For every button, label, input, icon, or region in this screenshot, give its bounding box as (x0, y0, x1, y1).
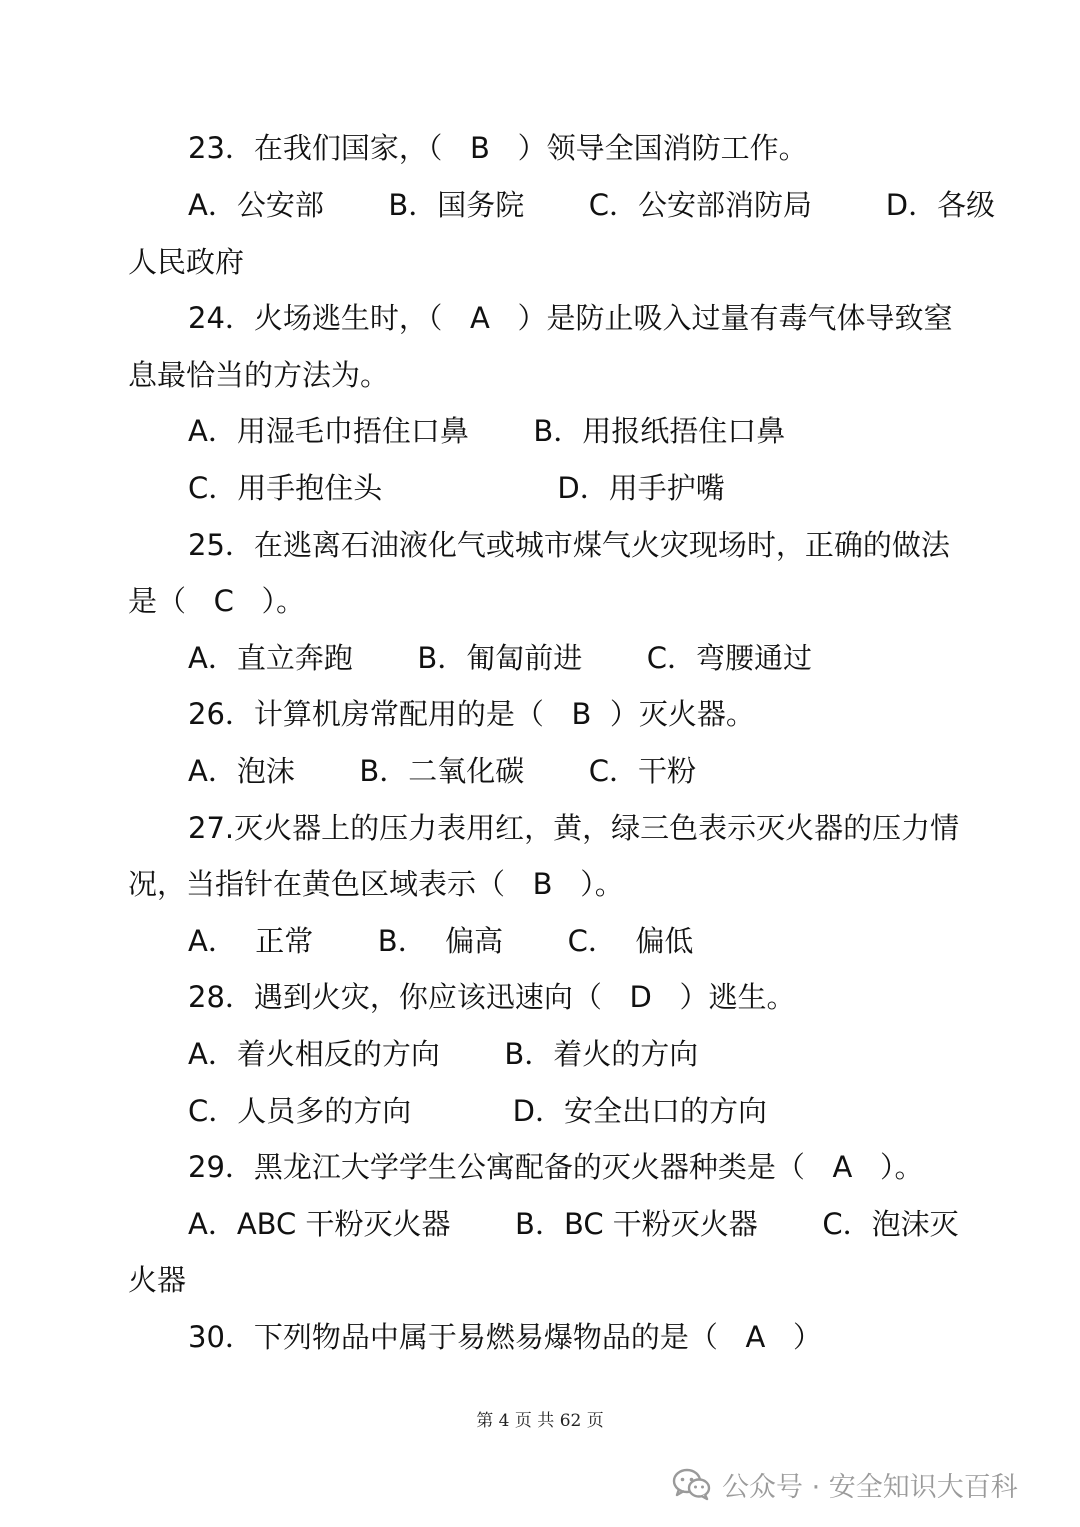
question-25-stem-continued: 是（ C ）。 (128, 584, 306, 618)
question-26-options: A．泡沫 B．二氧化碳 C．干粉 (188, 754, 697, 788)
page-number-footer: 第 4 页 共 62 页 (476, 1411, 604, 1431)
question-27-stem: 27.灭火器上的压力表用红，黄，绿三色表示灭火器的压力情 (188, 811, 960, 845)
question-23-options-continued: 人民政府 (128, 245, 245, 279)
question-26-stem: 26．计算机房常配用的是（ B ）灭火器。 (188, 697, 755, 731)
question-29-options: A．ABC 干粉灭火器 B．BC 干粉灭火器 C．泡沫灭 (188, 1207, 959, 1241)
question-30-stem: 30．下列物品中属于易燃易爆物品的是（ A ） (188, 1320, 823, 1354)
question-28-stem: 28．遇到火灾，你应该迅速向（ D ）逃生。 (188, 980, 796, 1014)
question-24-options-row2: C．用手抱住头 D．用手护嘴 (188, 471, 725, 505)
question-27-stem-continued: 况，当指针在黄色区域表示（ B ）。 (128, 867, 624, 901)
question-24-stem: 24．火场逃生时，（ A ）是防止吸入过量有毒气体导致窒 (188, 301, 953, 335)
question-25-stem: 25．在逃离石油液化气或城市煤气火灾现场时，正确的做法 (188, 528, 950, 562)
question-24-stem-continued: 息最恰当的方法为。 (128, 358, 390, 392)
question-29-options-continued: 火器 (128, 1263, 187, 1297)
question-28-options-row2: C．人员多的方向 D．安全出口的方向 (188, 1094, 767, 1128)
question-24-options-row1: A．用湿毛巾捂住口鼻 B．用报纸捂住口鼻 (188, 414, 786, 448)
question-25-options: A．直立奔跑 B．匍匐前进 C．弯腰通过 (188, 641, 813, 675)
question-27-options: A． 正常 B． 偏高 C． 偏低 (188, 924, 694, 958)
wechat-icon (672, 1467, 712, 1501)
question-29-stem: 29．黑龙江大学学生公寓配备的灭火器种类是（ A ）。 (188, 1150, 924, 1184)
watermark-text: 公众号 · 安全知识大百科 (722, 1471, 1018, 1503)
question-23-options: A．公安部 B．国务院 C．公安部消防局 D．各级 (188, 188, 996, 222)
question-23-stem: 23．在我们国家，（ B ）领导全国消防工作。 (188, 131, 808, 165)
question-28-options-row1: A．着火相反的方向 B．着火的方向 (188, 1037, 699, 1071)
watermark (672, 1462, 1018, 1506)
